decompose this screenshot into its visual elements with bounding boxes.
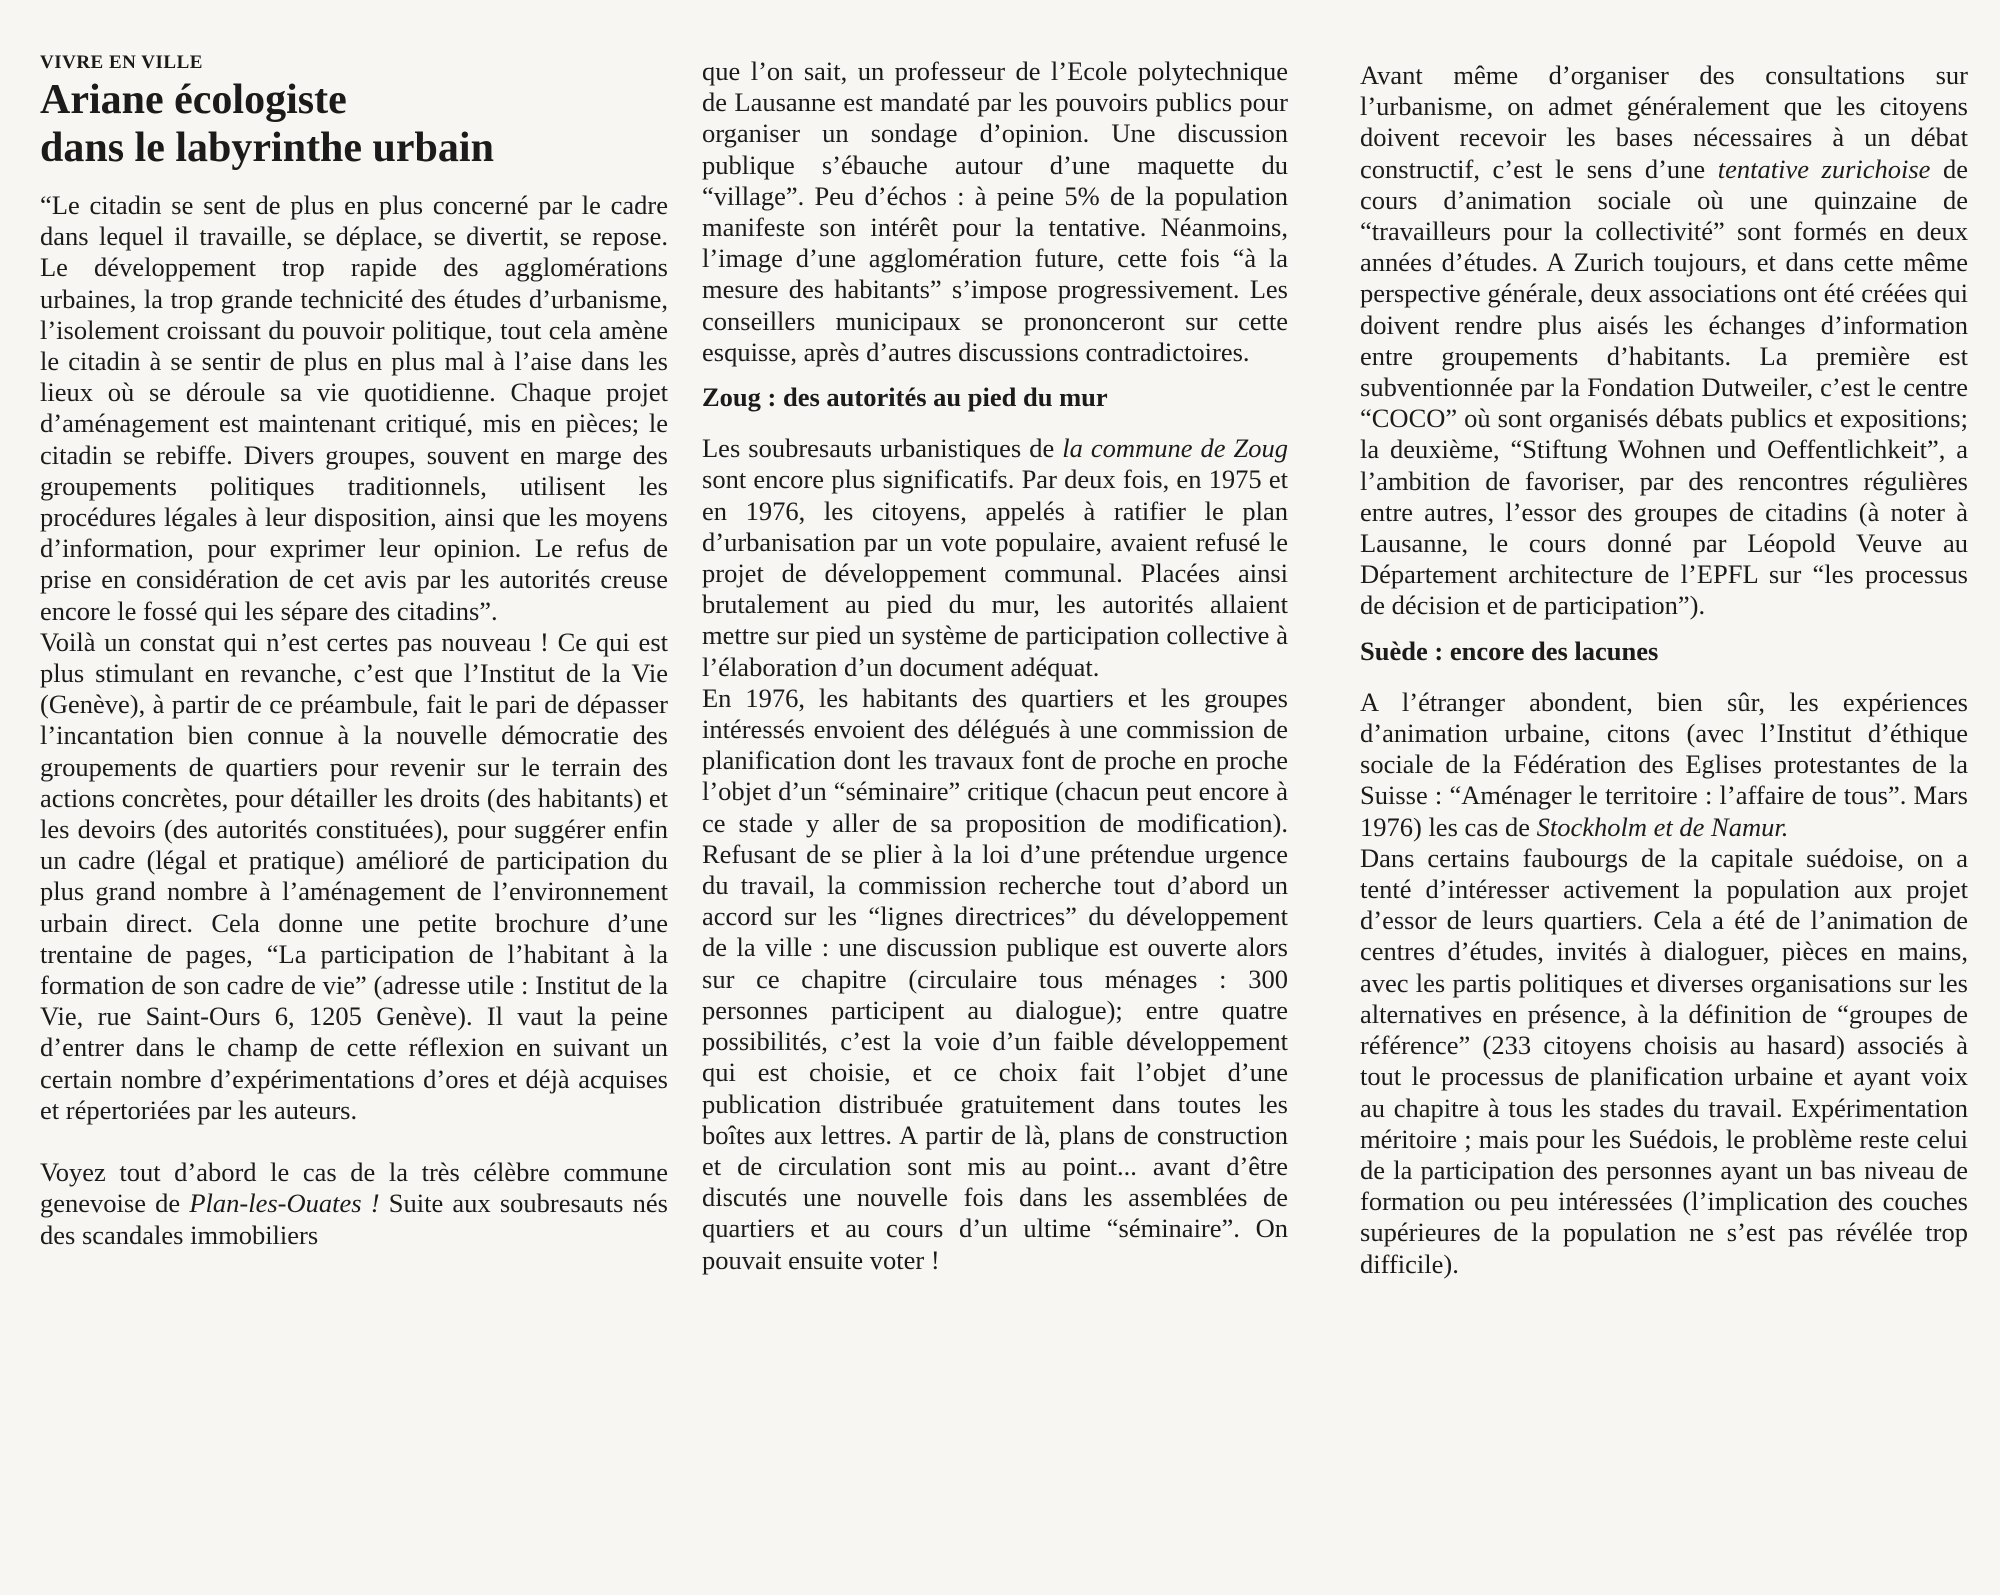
text-run: Avant même d’organiser des consultations sur l’urbanisme, on admet généralement que les citoyens doivent recevoir les bases nécessaires à un débat constructif, c’est le sens d’une <box>1360 60 1968 184</box>
paragraph <box>1360 60 1968 622</box>
article-headline <box>40 76 668 172</box>
italic-run: tentative zurichoise <box>1717 153 1931 184</box>
text-run: Les soubresauts urbanistiques de <box>702 433 1063 464</box>
paragraph: que l’on sait, un professeur de l’Ecole polytechnique de Lausanne est mandaté par les pouvoirs publics pour organiser un sondage d’opinion. Une discussion publique s’ébauche autour d’une maquette du “village”. Peu d’échos : à peine 5% de la population manifeste son intérêt pour la tentative. Néanmoins, l’image d’une agglomération future, cette fois “à la mesure des habitants” s’impose progressivement. Les conseillers municipaux se prononceront sur cette esquisse, après d’autres discussions contradictoires. <box>702 56 1288 367</box>
headline-line-2: dans le labyrinthe urbain <box>40 125 494 171</box>
text-run: A l’étranger abondent, bien sûr, les expériences d’animation urbaine, citons (avec l’Institut d’éthique sociale de la Fédération des Eglises protestantes de la Suisse : “Aménager le territoire : l’affaire de tous”. Mars 1976) les cas de <box>1360 686 1968 842</box>
paragraph <box>702 433 1288 683</box>
column-1 <box>40 52 668 1251</box>
italic-run: Stockholm et de Namur. <box>1536 811 1789 842</box>
paragraph: Voilà un constat qui n’est certes pas nouveau ! Ce qui est plus stimulant en revanche, c’est que l’Institut de la Vie (Genève), à partir de ce préambule, fait le pari de dépasser l’incantation bien connue à la nouvelle démocratie des groupements de quartiers pour revenir sur le terrain des actions concrètes, pour détailler les droits (des habitants) et les devoirs (des autorités constituées), pour suggérer enfin un cadre (légal et pratique) amélioré de participation du plus grand nombre à l’aménagement de l’environnement urbain direct. Cela donne une petite brochure d’une trentaine de pages, “La participation de l’habitant à la formation de son cadre de vie” (adresse utile : Institut de la Vie, rue Saint-Ours 6, 1205 Genève). Il vaut la peine d’entrer dans le champ de cette réflexion en suivant un certain nombre d’expérimentations d’ores et déjà acquises et répertoriées par les auteurs. <box>40 626 668 1125</box>
subheading: Zoug : des autorités au pied du mur <box>702 382 1108 413</box>
section-kicker: VIVRE EN VILLE <box>40 52 203 73</box>
text-run: Voyez tout d’abord le cas de la très célèbre commune genevoise de <box>40 1157 668 1219</box>
headline-line-1: Ariane écologiste <box>40 77 347 123</box>
column-3 <box>1360 60 1968 1280</box>
paragraph: En 1976, les habitants des quartiers et les groupes intéressés envoient des délégués à une commission de planification dont les travaux font de proche en proche l’objet d’un “séminaire” critique (chacun peut encore à ce stade y aller de sa proposition de modification). Refusant de se plier à la loi d’une prétendue urgence du travail, la commission recherche tout d’abord un accord sur les “lignes directrices” du développement de la ville : une discussion publique est ouverte alors sur ce chapitre (circulaire tous ménages : 300 personnes participent au dialogue); entre quatre possibilités, c’est la voie d’un faible développement qui est choisie, et ce choix fait l’objet d’une publication distribuée gratuitement dans toutes les boîtes aux lettres. A partir de là, plans de construction et de circulation sont mis au point... avant d’être discutés une nouvelle fois dans les assemblées de quartiers et au cours d’un ultime “séminaire”. On pouvait ensuite voter ! <box>702 682 1288 1275</box>
column-2 <box>702 56 1288 1276</box>
italic-run: la commune de Zoug <box>1062 433 1288 464</box>
italic-run: Plan-les-Ouates ! <box>189 1188 380 1219</box>
paragraph <box>40 1157 668 1251</box>
paragraph: Dans certains faubourgs de la capitale suédoise, on a tenté d’intéresser activement la population aux projet d’essor de leurs quartiers. Cela a été de l’animation de centres d’études, invités à dialoguer, pièces en mains, avec les partis politiques et diverses organisations sur les alternatives en présence, à la définition de “groupes de référence” (233 citoyens choisis au hasard) associés à tout le processus de planification urbaine et ayant voix au chapitre à tous les stades du travail. Expérimentation méritoire ; mais pour les Suédois, le problème reste celui de la participation des personnes ayant un bas niveau de formation ou peu intéressées (l’implication des couches supérieures de la population ne s’est pas révélée trop difficile). <box>1360 842 1968 1279</box>
text-run: Suite aux soubresauts nés des scandales immobiliers <box>40 1188 668 1250</box>
paragraph <box>1360 687 1968 843</box>
text-run: sont encore plus significatifs. Par deux fois, en 1975 et en 1976, les citoyens, appelés à ratifier le plan d’urbanisation par un vote populaire, avaient refusé le projet de développement communal. Placées ainsi brutalement au pied du mur, les autorités allaient mettre sur pied un système de participation collective à l’élaboration d’un document adéquat. <box>702 464 1288 682</box>
paragraph-quote: “Le citadin se sent de plus en plus concerné par le cadre dans lequel il travaille, se déplace, se divertit, se repose. Le développement trop rapide des agglomérations urbaines, la trop grande technicité des études d’urbanisme, l’isolement croissant du pouvoir politique, tout cela amène le citadin à se sentir de plus en plus mal à l’aise dans les lieux où se déroule sa vie quotidienne. Chaque projet d’aménagement est maintenant critiqué, mis en pièces; le citadin se rebiffe. Divers groupes, souvent en marge des groupements politiques traditionnels, utilisent les procédures légales à leur disposition, ainsi que les moyens d’information, pour exprimer leur opinion. Le refus de prise en considération de cet avis par les autorités creuse encore le fossé qui les sépare des citadins”. <box>40 190 668 626</box>
text-run: de cours d’animation sociale où une quinzaine de “travailleurs pour la collectivité” sont formés en deux années d’études. A Zurich toujours, et dans cette même perspective générale, deux associations ont été créées qui doivent rendre plus aisés les échanges d’information entre groupements d’habitants. La première est subventionnée par la Fondation Dutweiler, c’est le centre “COCO” où sont organisés débats publics et expositions; la deuxième, “Stiftung Wohnen und Oeffentlichkeit”, a l’ambition de favoriser, par des rencontres régulières entre autres, l’essor des groupes de citadins (à noter à Lausanne, le cours donné par Léopold Veuve au Département architecture de l’EPFL sur “les processus de décision et de participation”). <box>1360 153 1968 621</box>
subheading: Suède : encore des lacunes <box>1360 635 1659 666</box>
